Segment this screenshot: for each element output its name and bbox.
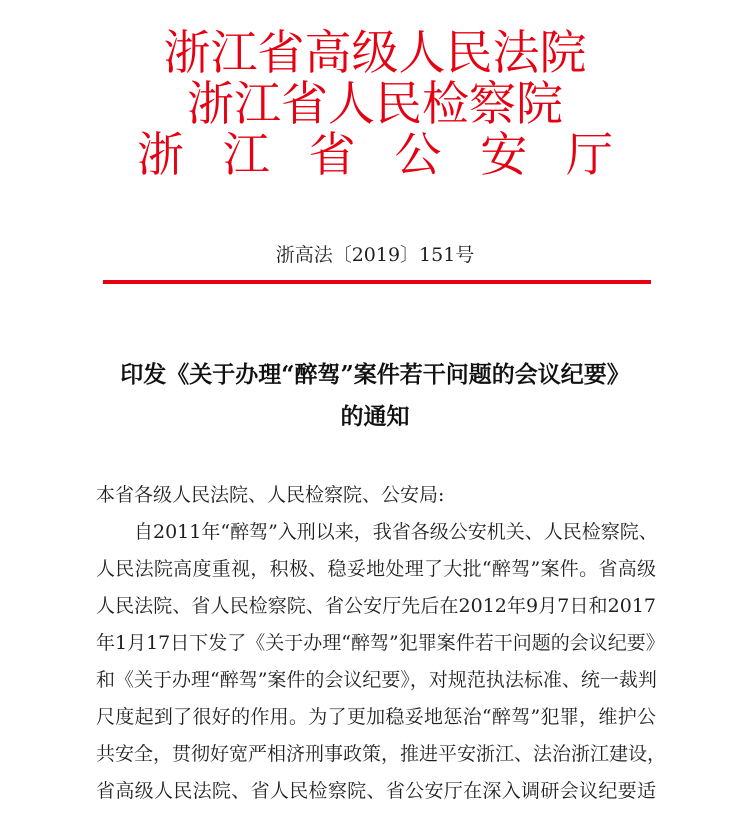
red-divider-rule [103,280,651,284]
body-line: 人民法院高度重视，积极、稳妥地处理了大批“醉驾”案件。省高级 [96,558,656,580]
document-title [0,354,750,438]
document-body [96,477,667,810]
body-line: 和《关于办理“醉驾”案件的会议纪要》，对规范执法标准、统一裁判 [96,669,657,691]
issuer-procuratorate: 浙江省人民检察院 [187,77,563,132]
body-line: 人民法院、省人民检察院、省公安厅先后在2012年9月7日和2017 [96,595,656,617]
issuer-high-court: 浙江省高级人民法院 [163,26,587,81]
issuer-header [0,28,750,181]
body-line: 年1月17日下发了《关于办理“醉驾”犯罪案件若干问题的会议纪要》 [96,632,665,654]
issuer-public-security: 浙江省公安厅 [137,128,613,183]
salutation: 本省各级人民法院、人民检察院、公安局: [96,484,445,506]
document-title-line-1: 印发《关于办理“醉驾”案件若干问题的会议纪要》 [120,361,630,388]
body-line: 尺度起到了很好的作用。为了更加稳妥地惩治“醉驾”犯罪，维护公 [96,706,656,728]
body-line: 共安全，贯彻好宽严相济刑事政策，推进平安浙江、法治浙江建设， [96,743,667,765]
body-line: 省高级人民法院、省人民检察院、省公安厅在深入调研会议纪要适 [96,780,656,802]
body-line: 自2011年“醉驾”入刑以来，我省各级公安机关、人民检察院、 [134,521,658,543]
document-title-line-2: 的通知 [340,403,410,430]
document-number: 浙高法〔2019〕151号 [275,244,475,266]
